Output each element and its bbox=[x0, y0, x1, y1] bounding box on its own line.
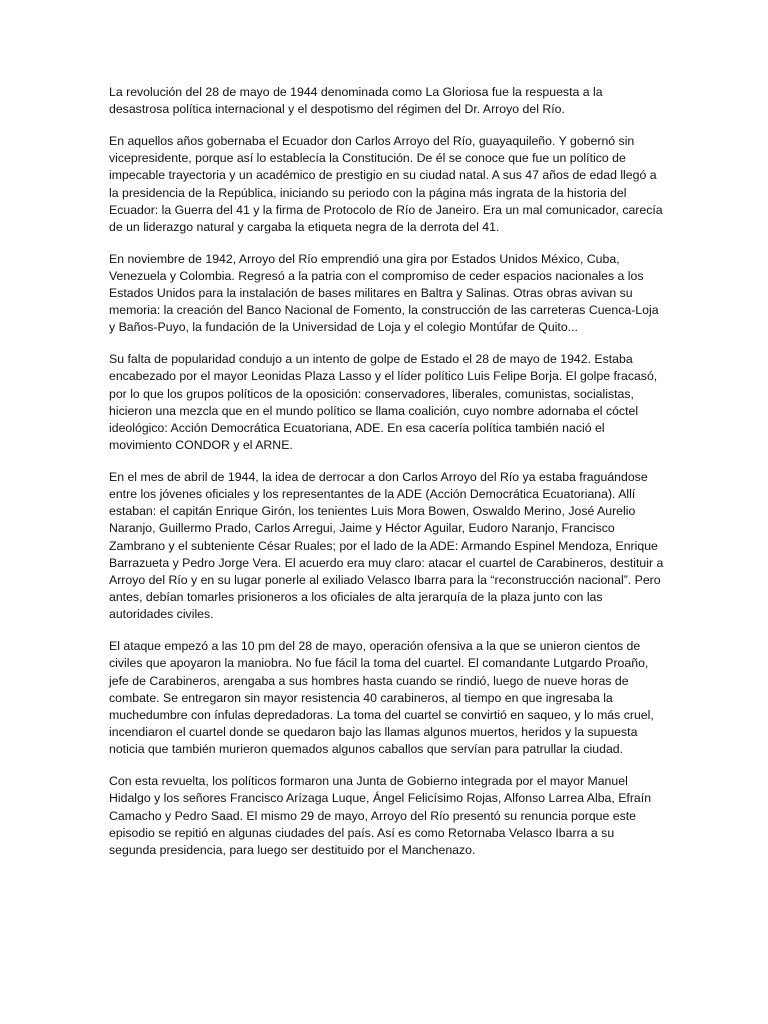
paragraph-7: Con esta revuelta, los políticos formaron una Junta de Gobierno integrada por el mayor Manuel Hidalgo y los señores Francisco Arízaga Luque, Ángel Felicísimo Rojas, Alfonso Larrea Alba, Efraín Camacho y Pedro Saad. El mismo 29 de mayo, Arroyo del Río presentó su renuncia porque este episodio se repitió en algunas ciudades del país. Así es como Retornaba Velasco Ibarra a su segunda presidencia, para luego ser destituido por el Manchenazo. bbox=[109, 774, 652, 857]
document-body bbox=[109, 84, 664, 874]
paragraph-1: La revolución del 28 de mayo de 1944 denominada como La Gloriosa fue la respuesta a la desastrosa política internacional y el despotismo del régimen del Dr. Arroyo del Río. bbox=[109, 85, 603, 117]
paragraph-4: Su falta de popularidad condujo a un intento de golpe de Estado el 28 de mayo de 1942. Estaba encabezado por el mayor Leonidas Plaza Lasso y el líder político Luis Felipe Borja. El golpe fracasó, por lo que los grupos políticos de la oposición: conservadores, liberales, comunistas, socialistas, hicieron una mezcla que en el mundo político se llama coalición, cuyo nombre adornaba el cóctel ideológico: Acción Democrática Ecuatoriana, ADE. En esa cacería política también nació el movimiento CONDOR y el ARNE. bbox=[109, 352, 658, 453]
paragraph-3: En noviembre de 1942, Arroyo del Río emprendió una gira por Estados Unidos México, Cuba, Venezuela y Colombia. Regresó a la patria con el compromiso de ceder espacios nacionales a los Estados Unidos para la instalación de bases militares en Baltra y Salinas. Otras obras avivan su memoria: la creación del Banco Nacional de Fomento, la construcción de las carreteras Cuenca-Loja y Baños-Puyo, la fundación de la Universidad de Loja y el colegio Montúfar de Quito... bbox=[109, 251, 659, 335]
paragraph-6: El ataque empezó a las 10 pm del 28 de mayo, operación ofensiva a la que se unieron cientos de civiles que apoyaron la maniobra. No fue fácil la toma del cuartel. El comandante Lutgardo Proaño, jefe de Carabineros, arengaba a sus hombres hasta cuando se rindió, luego de nueve horas de combate. Se entregaron sin mayor resistencia 40 carabineros, al tiempo en que ingresaba la muchedumbre con ínfulas depredadoras. La toma del cuartel se convirtió en saqueo, y lo más cruel, incendiaron el cuartel donde se quedaron bajo las llamas algunos muertos, heridos y la supuesta noticia que también murieron quemados algunos caballos que servían para patrullar la ciudad. bbox=[109, 639, 654, 757]
paragraph-2: En aquellos años gobernaba el Ecuador don Carlos Arroyo del Río, guayaquileño. Y gobernó sin vicepresidente, porque así lo establecía la Constitución. De él se conoce que fue un político de impecable trayectoria y un académico de prestigio en su ciudad natal. A sus 47 años de edad llegó a la presidencia de la República, iniciando su periodo con la página más ingrata de la historia del Ecuador: la Guerra del 41 y la firma de Protocolo de Río de Janeiro. Era un mal comunicador, carecía de un liderazgo natural y cargaba la etiqueta negra de la derrota del 41. bbox=[109, 133, 663, 234]
paragraph-5: En el mes de abril de 1944, la idea de derrocar a don Carlos Arroyo del Río ya estaba fraguándose entre los jóvenes oficiales y los representantes de la ADE (Acción Democrática Ecuatoriana). Allí estaban: el capitán Enrique Girón, los tenientes Luis Mora Bowen, Oswaldo Merino, José Aurelio Naranjo, Guillermo Prado, Carlos Arregui, Jaime y Héctor Aguilar, Eudoro Naranjo, Francisco Zambrano y el subteniente César Ruales; por el lado de la ADE: Armando Espinel Mendoza, Enrique Barrazueta y Pedro Jorge Vera. El acuerdo era muy claro: atacar el cuartel de Carabineros, destituir a Arroyo del Río y en su lugar ponerle al exiliado Velasco Ibarra para la “reconstrucción nacional”. Pero antes, debían tomarles prisioneros a los oficiales de alta jerarquía de la plaza junto con las autoridades civiles. bbox=[109, 469, 664, 622]
